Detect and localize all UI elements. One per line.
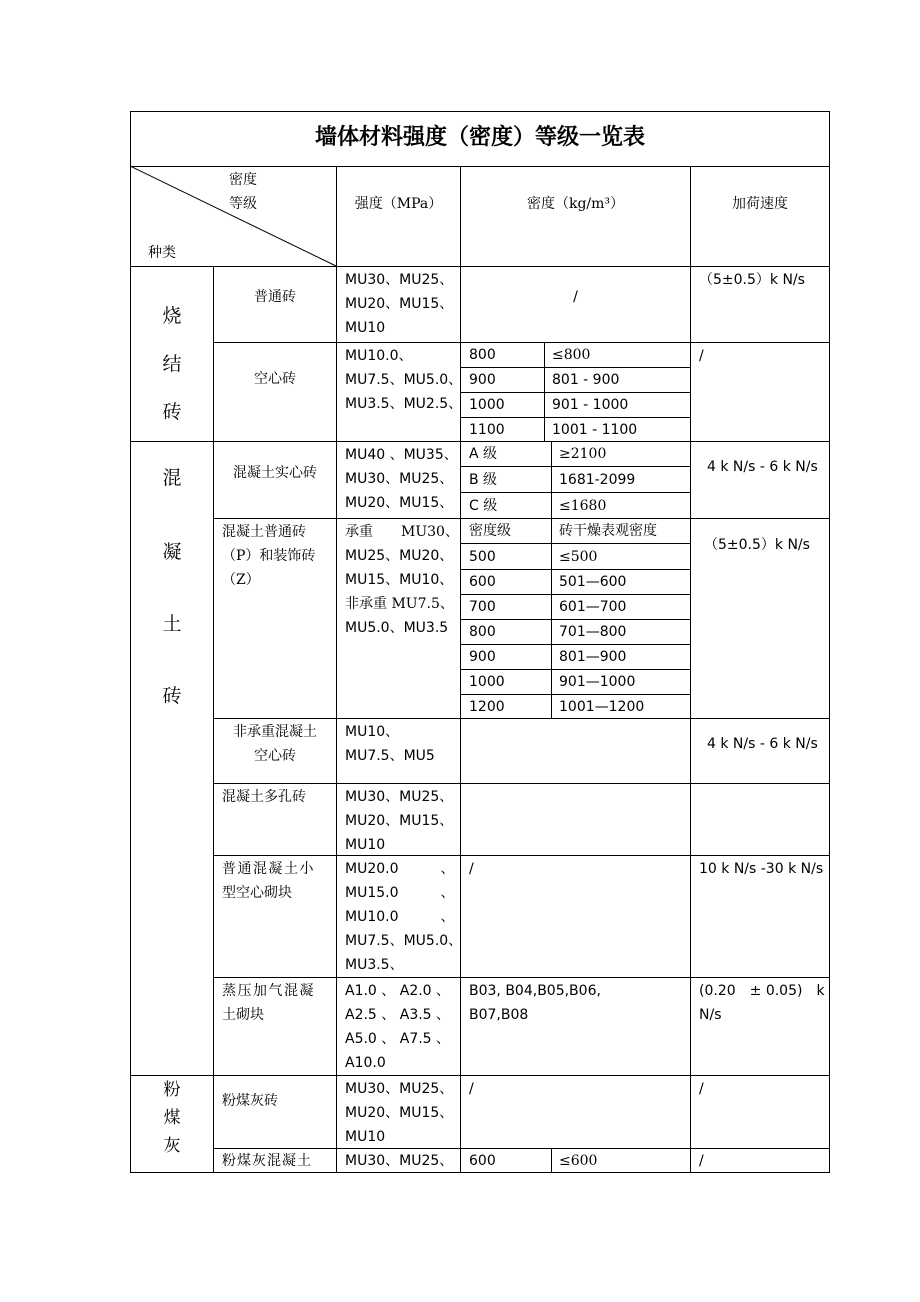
loading-value: / [699, 1081, 704, 1097]
loading-value: （5±0.5）k N/s [699, 272, 805, 288]
density-head: 密度级 [469, 523, 511, 539]
strength-line: MU20、MU15、 [345, 296, 454, 312]
group-concrete-char: 土 [162, 613, 182, 635]
density-line: B03, B04,B05,B06, [469, 983, 601, 999]
strength-line: MU10.0 、 [345, 909, 455, 925]
density-range: 801—900 [559, 649, 627, 665]
strength-line: MU30、MU25、 [345, 1081, 454, 1097]
row-name-line: （P）和装饰砖 [222, 548, 316, 564]
group-flyash-char: 煤 [163, 1108, 181, 1128]
density-grade: 1200 [469, 699, 505, 715]
row-name-line: 土砌块 [222, 1007, 264, 1023]
row-name: 粉煤灰混凝土 [222, 1153, 312, 1169]
row-name: 粉煤灰砖 [222, 1093, 278, 1109]
group-sintered-char: 结 [162, 353, 182, 375]
density-range: 801 - 900 [552, 372, 620, 388]
table-rule-vertical [551, 441, 552, 518]
header-density: 密度（kg/m³） [526, 196, 625, 212]
group-concrete-char: 混 [162, 467, 182, 489]
table-border-left [130, 111, 131, 1173]
row-name-line: 空心砖 [254, 748, 296, 764]
strength-line: MU15、MU10、 [345, 572, 454, 588]
strength-line: MU20.0 、 [345, 861, 455, 877]
strength-line: MU10 [345, 1129, 386, 1145]
strength-line: 非承重 MU7.5、 [345, 596, 454, 612]
strength-line: A1.0 、 A2.0 、 [345, 983, 451, 999]
strength-line: MU30、MU25、 [345, 789, 454, 805]
table-rule [213, 718, 830, 719]
row-name: 混凝土实心砖 [233, 465, 317, 481]
strength-line: MU30、MU25、 [345, 272, 454, 288]
loading-line: (0.20 ± 0.05) k [699, 983, 825, 999]
density-grade: 600 [469, 574, 496, 590]
density-range: 901 - 1000 [552, 397, 629, 413]
density-line: B07,B08 [469, 1007, 529, 1023]
row-name-line: 型空心砌块 [222, 885, 292, 901]
group-flyash-char: 灰 [163, 1136, 181, 1156]
density-value: / [469, 1081, 474, 1097]
strength-line: MU10、 [345, 724, 400, 740]
loading-value: 4 k N/s - 6 k N/s [707, 459, 818, 475]
density-range: 901—1000 [559, 674, 636, 690]
row-name-line: 混凝土普通砖 [222, 524, 306, 540]
table-rule-vertical [690, 166, 691, 1173]
density-grade: B 级 [469, 472, 498, 488]
density-range: 601—700 [559, 599, 627, 615]
row-name: 空心砖 [254, 371, 296, 387]
strength-line: MU3.5、 [345, 957, 404, 973]
density-head: 砖干燥表观密度 [559, 523, 657, 539]
density-range: 1681-2099 [559, 472, 636, 488]
group-sintered-char: 烧 [162, 305, 182, 327]
density-grade: 600 [469, 1153, 496, 1169]
density-range: 501—600 [559, 574, 627, 590]
strength-line: MU20、MU15、 [345, 495, 454, 511]
table-border-top [130, 111, 830, 112]
strength-line: MU30、MU25、 [345, 1153, 454, 1169]
table-rule [213, 518, 830, 519]
strength-line: A5.0 、 A7.5 、 [345, 1031, 451, 1047]
group-flyash-char: 粉 [163, 1080, 181, 1100]
row-name-line: （Z） [222, 572, 260, 588]
row-name-line: 蒸压加气混凝 [222, 983, 315, 999]
loading-value: （5±0.5）k N/s [704, 537, 810, 553]
header-loading-rate: 加荷速度 [732, 196, 788, 212]
header-density-label: 密度 [229, 172, 257, 188]
density-grade: A 级 [469, 446, 498, 462]
loading-value: 4 k N/s - 6 k N/s [707, 736, 818, 752]
table-rule [130, 1075, 830, 1076]
header-type-label: 种类 [148, 245, 176, 261]
strength-line: MU15.0 、 [345, 885, 455, 901]
strength-line: MU20、MU15、 [345, 813, 454, 829]
density-grade: 1000 [469, 674, 505, 690]
strength-line: A2.5 、 A3.5 、 [345, 1007, 451, 1023]
table-rule [213, 783, 830, 784]
table-rule-vertical [551, 1148, 552, 1173]
density-range: 701—800 [559, 624, 627, 640]
table-rule-vertical [460, 166, 461, 1173]
density-value: / [469, 861, 474, 877]
group-concrete-char: 砖 [162, 685, 182, 707]
loading-value: / [699, 348, 704, 364]
strength-line: MU20、MU15、 [345, 1105, 454, 1121]
density-range: ≤800 [552, 347, 591, 363]
strength-line: MU10 [345, 320, 386, 336]
density-grade: 800 [469, 347, 496, 363]
group-concrete-char: 凝 [162, 541, 182, 563]
strength-line: MU5.0、MU3.5 [345, 620, 449, 636]
table-border-right [829, 111, 830, 1173]
strength-line: MU30、MU25、 [345, 471, 454, 487]
group-sintered-char: 砖 [162, 401, 182, 423]
table-rule-vertical [551, 518, 552, 718]
row-name: 普通砖 [254, 289, 296, 305]
strength-line: MU7.5、MU5 [345, 748, 435, 764]
strength-line: MU25、MU20、 [345, 548, 454, 564]
strength-line: MU10.0、 [345, 348, 413, 364]
table-rule [213, 855, 830, 856]
density-grade: 1100 [469, 422, 505, 438]
strength-line: A10.0 [345, 1055, 386, 1071]
density-grade: 800 [469, 624, 496, 640]
density-range: ≤1680 [559, 498, 607, 514]
density-range: 1001 - 1100 [552, 422, 638, 438]
density-grade: 900 [469, 372, 496, 388]
density-grade: 1000 [469, 397, 505, 413]
table-rule-vertical [544, 342, 545, 442]
density-grade: 900 [469, 649, 496, 665]
density-range: ≤600 [559, 1153, 598, 1169]
strength-line: 承重 MU30、 [345, 524, 459, 540]
density-range: ≤500 [559, 549, 598, 565]
density-grade: 500 [469, 549, 496, 565]
loading-value: / [699, 1153, 704, 1169]
density-grade: C 级 [469, 498, 498, 514]
page-title: 墙体材料强度（密度）等级一览表 [314, 124, 645, 150]
density-range: ≥2100 [559, 446, 607, 462]
loading-value: 10 k N/s -30 k N/s [699, 861, 824, 877]
strength-line: MU7.5、MU5.0、 [345, 372, 463, 388]
header-strength: 强度（MPa） [354, 196, 443, 212]
strength-line: MU3.5、MU2.5、 [345, 396, 463, 412]
strength-line: MU40 、MU35、 [345, 447, 458, 463]
strength-line: MU7.5、MU5.0、 [345, 933, 463, 949]
table-rule [213, 977, 830, 978]
density-value: / [573, 289, 578, 305]
loading-line: N/s [699, 1007, 722, 1023]
strength-line: MU10 [345, 837, 386, 853]
row-name: 混凝土多孔砖 [222, 789, 306, 805]
header-grade-label: 等级 [229, 196, 257, 212]
row-name-line: 普通混凝土小 [222, 861, 315, 877]
density-range: 1001—1200 [559, 699, 645, 715]
density-grade: 700 [469, 599, 496, 615]
table-rule-vertical [336, 166, 337, 1173]
table-rule [213, 342, 830, 343]
row-name-line: 非承重混凝土 [233, 724, 317, 740]
